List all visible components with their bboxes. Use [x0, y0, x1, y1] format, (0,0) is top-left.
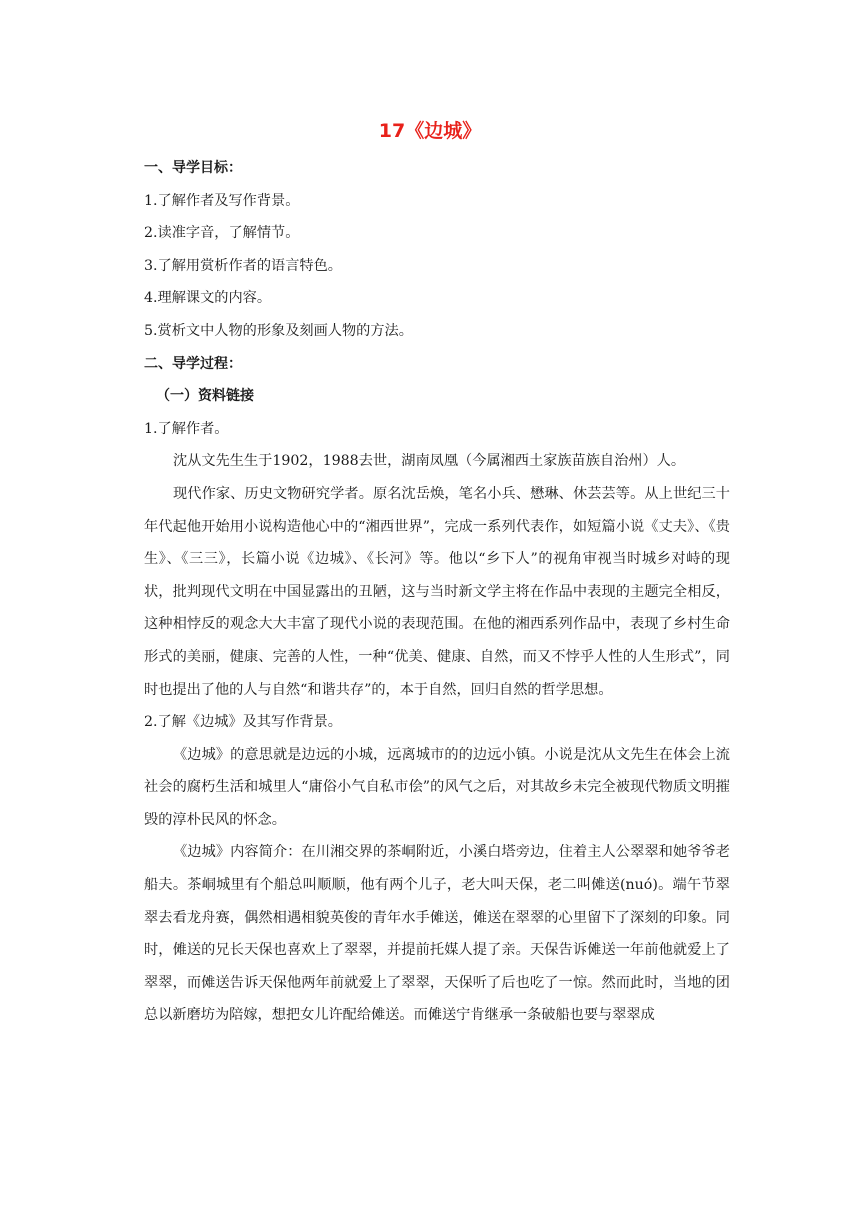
goal-item: 2.读准字音，了解情节。	[144, 225, 300, 242]
document-body	[144, 152, 730, 1032]
paragraph-author-birth: 沈从文先生生于1902，1988去世，湖南凤凰（今属湘西土家族苗族自治州）人。	[173, 453, 686, 470]
page-title: 17《边城》	[378, 120, 482, 142]
subsection-heading-materials: （一）资料链接	[156, 388, 254, 405]
list-item-background: 2.了解《边城》及其写作背景。	[144, 714, 342, 731]
goal-item: 3.了解用赏析作者的语言特色。	[144, 257, 342, 274]
paragraph-plot-summary: 《边城》内容简介：在川湘交界的茶峒附近，小溪白塔旁边，住着主人公翠翠和她爷爷老船夫。茶峒城里有个船总叫顺顺，他有两个儿子，老大叫天保，老二叫傩送(nuó)。端午节翠翠去看龙舟赛，偶然相遇相貌英俊的青年水手傩送，傩送在翠翠的心里留下了深刻的印象。同时，傩送的兄长天保也喜欢上了翠翠，并提前托媒人提了亲。天保告诉傩送一年前他就爱上了翠翠，而傩送告诉天保他两年前就爱上了翠翠，天保听了后也吃了一惊。然而此时，当地的团总以新磨坊为陪嫁，想把女儿许配给傩送。而傩送宁肯继承一条破船也要与翠翠成	[144, 844, 730, 1024]
section-heading-goals: 一、导学目标：	[144, 160, 242, 176]
list-item-author: 1.了解作者。	[144, 420, 229, 437]
goal-item: 5.赏析文中人物的形象及刻画人物的方法。	[144, 322, 413, 339]
section-heading-process: 二、导学过程：	[144, 355, 242, 372]
paragraph-author-bio: 现代作家、历史文物研究学者。原名沈岳焕，笔名小兵、懋琳、休芸芸等。从上世纪三十年代起他开始用小说构造他心中的“湘西世界”，完成一系列代表作，如短篇小说《丈夫》、《贵生》、《三三》，长篇小说《边城》、《长河》等。他以“乡下人”的视角审视当时城乡对峙的现状，批判现代文明在中国显露出的丑陋，这与当时新文学主将在作品中表现的主题完全相反，这种相悖反的观念大大丰富了现代小说的表现范围。在他的湘西系列作品中，表现了乡村生命形式的美丽，健康、完善的人性，一种“优美、健康、自然，而又不悖乎人性的人生形式”，同时也提出了他的人与自然“和谐共存”的，本于自然，回归自然的哲学思想。	[144, 485, 730, 698]
goal-item: 1.了解作者及写作背景。	[144, 192, 300, 209]
paragraph-title-meaning: 《边城》的意思就是边远的小城，远离城市的的边远小镇。小说是沈从文先生在体会上流社会的腐朽生活和城里人“庸俗小气自私市侩”的风气之后，对其故乡未完全被现代物质文明摧毁的淳朴民风的怀念。	[144, 746, 730, 828]
goal-item: 4.理解课文的内容。	[144, 290, 272, 307]
